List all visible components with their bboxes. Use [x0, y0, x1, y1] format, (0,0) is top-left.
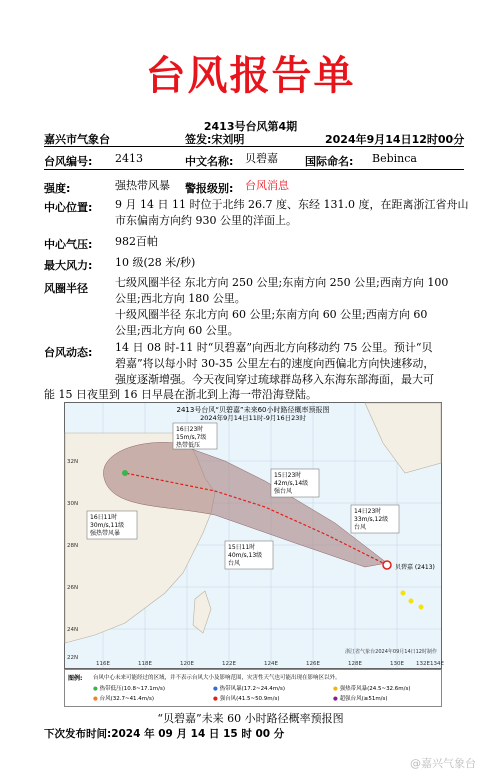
lat-label: 30N [67, 501, 79, 507]
legend-item-ty: ● 台风(32.7~41.4m/s) [93, 696, 155, 702]
box1-l2: 15m/s,7级 [176, 434, 207, 441]
storm-label: 贝碧嘉 (2413) [395, 564, 435, 571]
taiwan-shape [193, 591, 211, 633]
map-subtitle: 2024年9月14日11时-9月16日23时 [200, 414, 306, 422]
center-position-line1: 9 月 14 日 11 时位于北纬 26.7 度、东经 131.0 度，在距离浙江省舟山 [115, 198, 469, 211]
trend-line2: 碧嘉”将以每小时 30-35 公里左右的速度向西偏北方向快速移动， [115, 357, 435, 370]
box4-l1: 15日11时 [228, 544, 256, 551]
office-name: 嘉兴市气象台 [44, 133, 110, 146]
box1-l3: 热带低压 [176, 442, 201, 449]
box2-l2: 30m/s,11级 [90, 522, 125, 529]
wind-radius-line2: 公里;西北方向 180 公里。 [115, 292, 246, 305]
box1-l1: 16日23时 [176, 426, 204, 433]
warning-level-value: 台风消息 [245, 179, 289, 192]
box5-l2: 33m/s,12级 [354, 516, 389, 523]
trend-line4: 能 15 日夜里到 16 日早晨在浙北到上海一带沿海登陆。 [44, 388, 317, 401]
warning-level-label: 警报级别: [185, 182, 234, 195]
intensity-label: 强度: [44, 182, 71, 195]
box4-l3: 台风 [228, 560, 241, 567]
header-divider [44, 146, 464, 147]
lon-label: 132E [416, 661, 430, 667]
track-point-16d23h [122, 470, 128, 476]
trend-label: 台风动态: [44, 346, 93, 359]
lat-label: 22N [67, 655, 79, 661]
pressure-label: 中心气压: [44, 238, 93, 251]
lon-label: 134E [430, 661, 444, 667]
lat-label: 32N [67, 459, 79, 465]
past-track-point [409, 599, 414, 604]
box5-l1: 14日23时 [354, 508, 382, 515]
legend-item-ts: ● 热带风暴(17.2~24.4m/s) [213, 686, 286, 692]
legend-note: 台风中心未来可能经过的区域，并不表示台风大小及影响范围，灾害性天气也可能出现在影响区以外。 [93, 675, 341, 681]
wind-radius-line3: 十级风圈半径 东北方向 60 公里;东南方向 60 公里;西南方向 60 [115, 308, 428, 321]
lon-label: 118E [138, 661, 152, 667]
lat-label: 26N [67, 585, 79, 591]
legend-item-td: ● 热带低压(10.8~17.1m/s) [93, 686, 166, 692]
wind-radius-label: 风圈半径 [44, 282, 88, 295]
center-position-line2: 市东偏南方向约 930 公里的洋面上。 [115, 214, 297, 227]
cn-name-label: 中文名称: [185, 155, 234, 168]
box2-l1: 16日11时 [90, 514, 118, 521]
map-title: 2413号台风“贝碧嘉”未来60小时路径概率预报图 [176, 406, 330, 414]
track-forecast-map [64, 402, 442, 669]
wind-radius-line1: 七级风圈半径 东北方向 250 公里;东南方向 250 公里;西南方向 100 [115, 276, 449, 289]
trend-line1: 14 日 08 时-11 时“贝碧嘉”向西北方向移动约 75 公里。预计“贝 [115, 341, 433, 354]
legend-item-sts: ● 强热带风暴(24.5~32.6m/s) [333, 686, 411, 692]
max-wind-value: 10 级(28 米/秒) [115, 256, 196, 269]
intensity-value: 强热带风暴 [115, 179, 170, 192]
cn-name: 贝碧嘉 [245, 152, 278, 165]
lon-label: 116E [96, 661, 110, 667]
lon-label: 120E [180, 661, 194, 667]
past-track-point [419, 605, 424, 610]
box4-l2: 40m/s,13级 [228, 552, 263, 559]
signer: 签发:宋刘明 [185, 133, 245, 146]
typhoon-number-label: 台风编号: [44, 155, 93, 168]
map-credit: 浙江省气象台2024年09月14日12时制作 [345, 649, 437, 655]
intl-name: Bebinca [372, 152, 417, 165]
next-release-time: 下次发布时间:2024 年 09 月 14 日 15 时 00 分 [44, 728, 285, 740]
storm-center [383, 561, 391, 569]
legend-item-sty: ● 强台风(41.5~50.9m/s) [213, 696, 280, 702]
info-divider [44, 169, 464, 170]
lat-label: 28N [67, 543, 79, 549]
legend-item-superty: ● 超强台风(≥51m/s) [333, 696, 388, 702]
report-title: 台风报告单 [145, 53, 356, 99]
box5-l3: 台风 [354, 524, 367, 531]
past-track-point [401, 591, 406, 596]
issue-number: 2413号台风第4期 [203, 120, 298, 133]
wind-radius-line4: 公里;西北方向 60 公里。 [115, 324, 239, 337]
box3-l2: 42m/s,14级 [274, 480, 309, 487]
watermark: @嘉兴气象台 [410, 757, 476, 770]
box2-l3: 强热带风暴 [90, 530, 121, 537]
pressure-value: 982百帕 [115, 235, 158, 248]
lon-label: 130E [390, 661, 404, 667]
japan-shape [365, 403, 441, 473]
map-legend [64, 669, 442, 707]
center-position-label: 中心位置: [44, 201, 93, 214]
max-wind-label: 最大风力: [44, 259, 93, 272]
legend-title: 图例: [68, 675, 83, 682]
lon-label: 124E [264, 661, 278, 667]
lon-label: 126E [306, 661, 320, 667]
trend-line3: 强度逐渐增强。今天夜间穿过琉球群岛移入东海东部海面，最大可 [115, 373, 434, 386]
lat-label: 24N [67, 627, 79, 633]
issue-time: 2024年9月14日12时00分 [325, 133, 465, 146]
box3-l1: 15日23时 [274, 472, 302, 479]
lon-label: 122E [222, 661, 236, 667]
map-caption: “贝碧嘉”未来 60 小时路径概率预报图 [157, 712, 344, 725]
intl-name-label: 国际命名: [305, 155, 354, 168]
lon-label: 128E [348, 661, 362, 667]
box3-l3: 强台风 [274, 488, 293, 495]
typhoon-number: 2413 [115, 152, 143, 165]
